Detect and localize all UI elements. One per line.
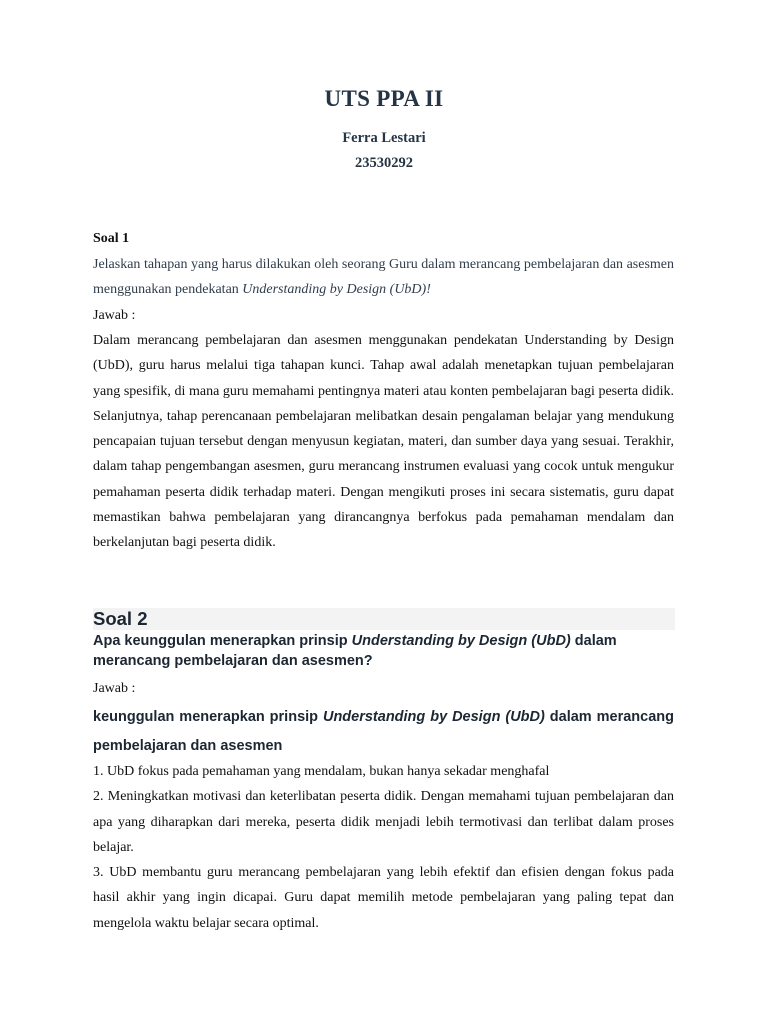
soal2-label: Soal 2	[93, 608, 148, 629]
soal2-question	[93, 631, 674, 671]
list-item: 3. UbD membantu guru merancang pembelajaran yang lebih efektif dan efisien dengan fokus pada hasil akhir yang ingin dicapai. Guru dapat memilih metode pembelajaran yang paling tepat dan mengelola waktu belajar secara optimal.	[93, 865, 674, 931]
soal2-heading-band	[93, 608, 675, 630]
soal1-question-italic: Understanding by Design (UbD)!	[242, 282, 431, 298]
document-title: UTS PPA II	[324, 86, 444, 111]
list-item: 2. Meningkatkan motivasi dan keterlibatan peserta didik. Dengan memahami tujuan pembelajaran dan apa yang diharapkan dari mereka, peserta didik menjadi lebih termotivasi dan terlibat dalam proses belajar.	[93, 789, 674, 855]
soal2-answer-label: Jawab :	[93, 681, 136, 696]
soal1-label: Soal 1	[93, 231, 130, 246]
soal1-question-text: Jelaskan tahapan yang harus dilakukan oleh seorang Guru dalam merancang pembelajaran dan asesmen menggunakan pendekatan	[93, 257, 674, 298]
soal2-answer-heading	[93, 703, 674, 761]
student-id: 23530292	[355, 155, 413, 171]
list-item: 1. UbD fokus pada pemahaman yang mendalam, bukan hanya sekadar menghafal	[93, 764, 550, 779]
soal2-points-list	[93, 759, 674, 936]
soal1-answer: Dalam merancang pembelajaran dan asesmen menggunakan pendekatan Understanding by Design (UbD), guru harus melalui tiga tahapan kunci. Tahap awal adalah menetapkan tujuan pembelajaran yang spesifik, di mana guru memahami pentingnya materi atau konten pembelajaran bagi peserta didik. Selanjutnya, tahap perencanaan pembelajaran melibatkan desain pengalaman belajar yang mendukung pencapaian tujuan tersebut dengan menyusun kegiatan, materi, dan sumber daya yang sesuai. Terakhir, dalam tahap pengembangan asesmen, guru merancang instrumen evaluasi yang cocok untuk mengukur pemahaman peserta didik terhadap materi. Dengan mengikuti proses ini secara sistematis, guru dapat memastikan bahwa pembelajaran yang dirancangnya berfokus pada pemahaman mendalam dan berkelanjutan bagi peserta didik.	[93, 333, 674, 551]
soal2-heading-text-2: dalam merancang pembelajaran dan asesmen	[93, 709, 675, 754]
soal1-answer-label: Jawab :	[93, 308, 136, 323]
soal2-question-text-1: Apa keunggulan menerapkan prinsip	[93, 633, 352, 649]
soal2-heading-text-1: keunggulan menerapkan prinsip	[93, 709, 323, 725]
soal2-heading-italic: Understanding by Design (UbD)	[322, 709, 545, 725]
author-name: Ferra Lestari	[342, 130, 426, 146]
soal2-question-italic: Understanding by Design (UbD)	[351, 633, 571, 649]
soal2-question-text-2: dalam merancang pembelajaran dan asesmen?	[93, 633, 617, 669]
soal1-question	[93, 252, 674, 303]
